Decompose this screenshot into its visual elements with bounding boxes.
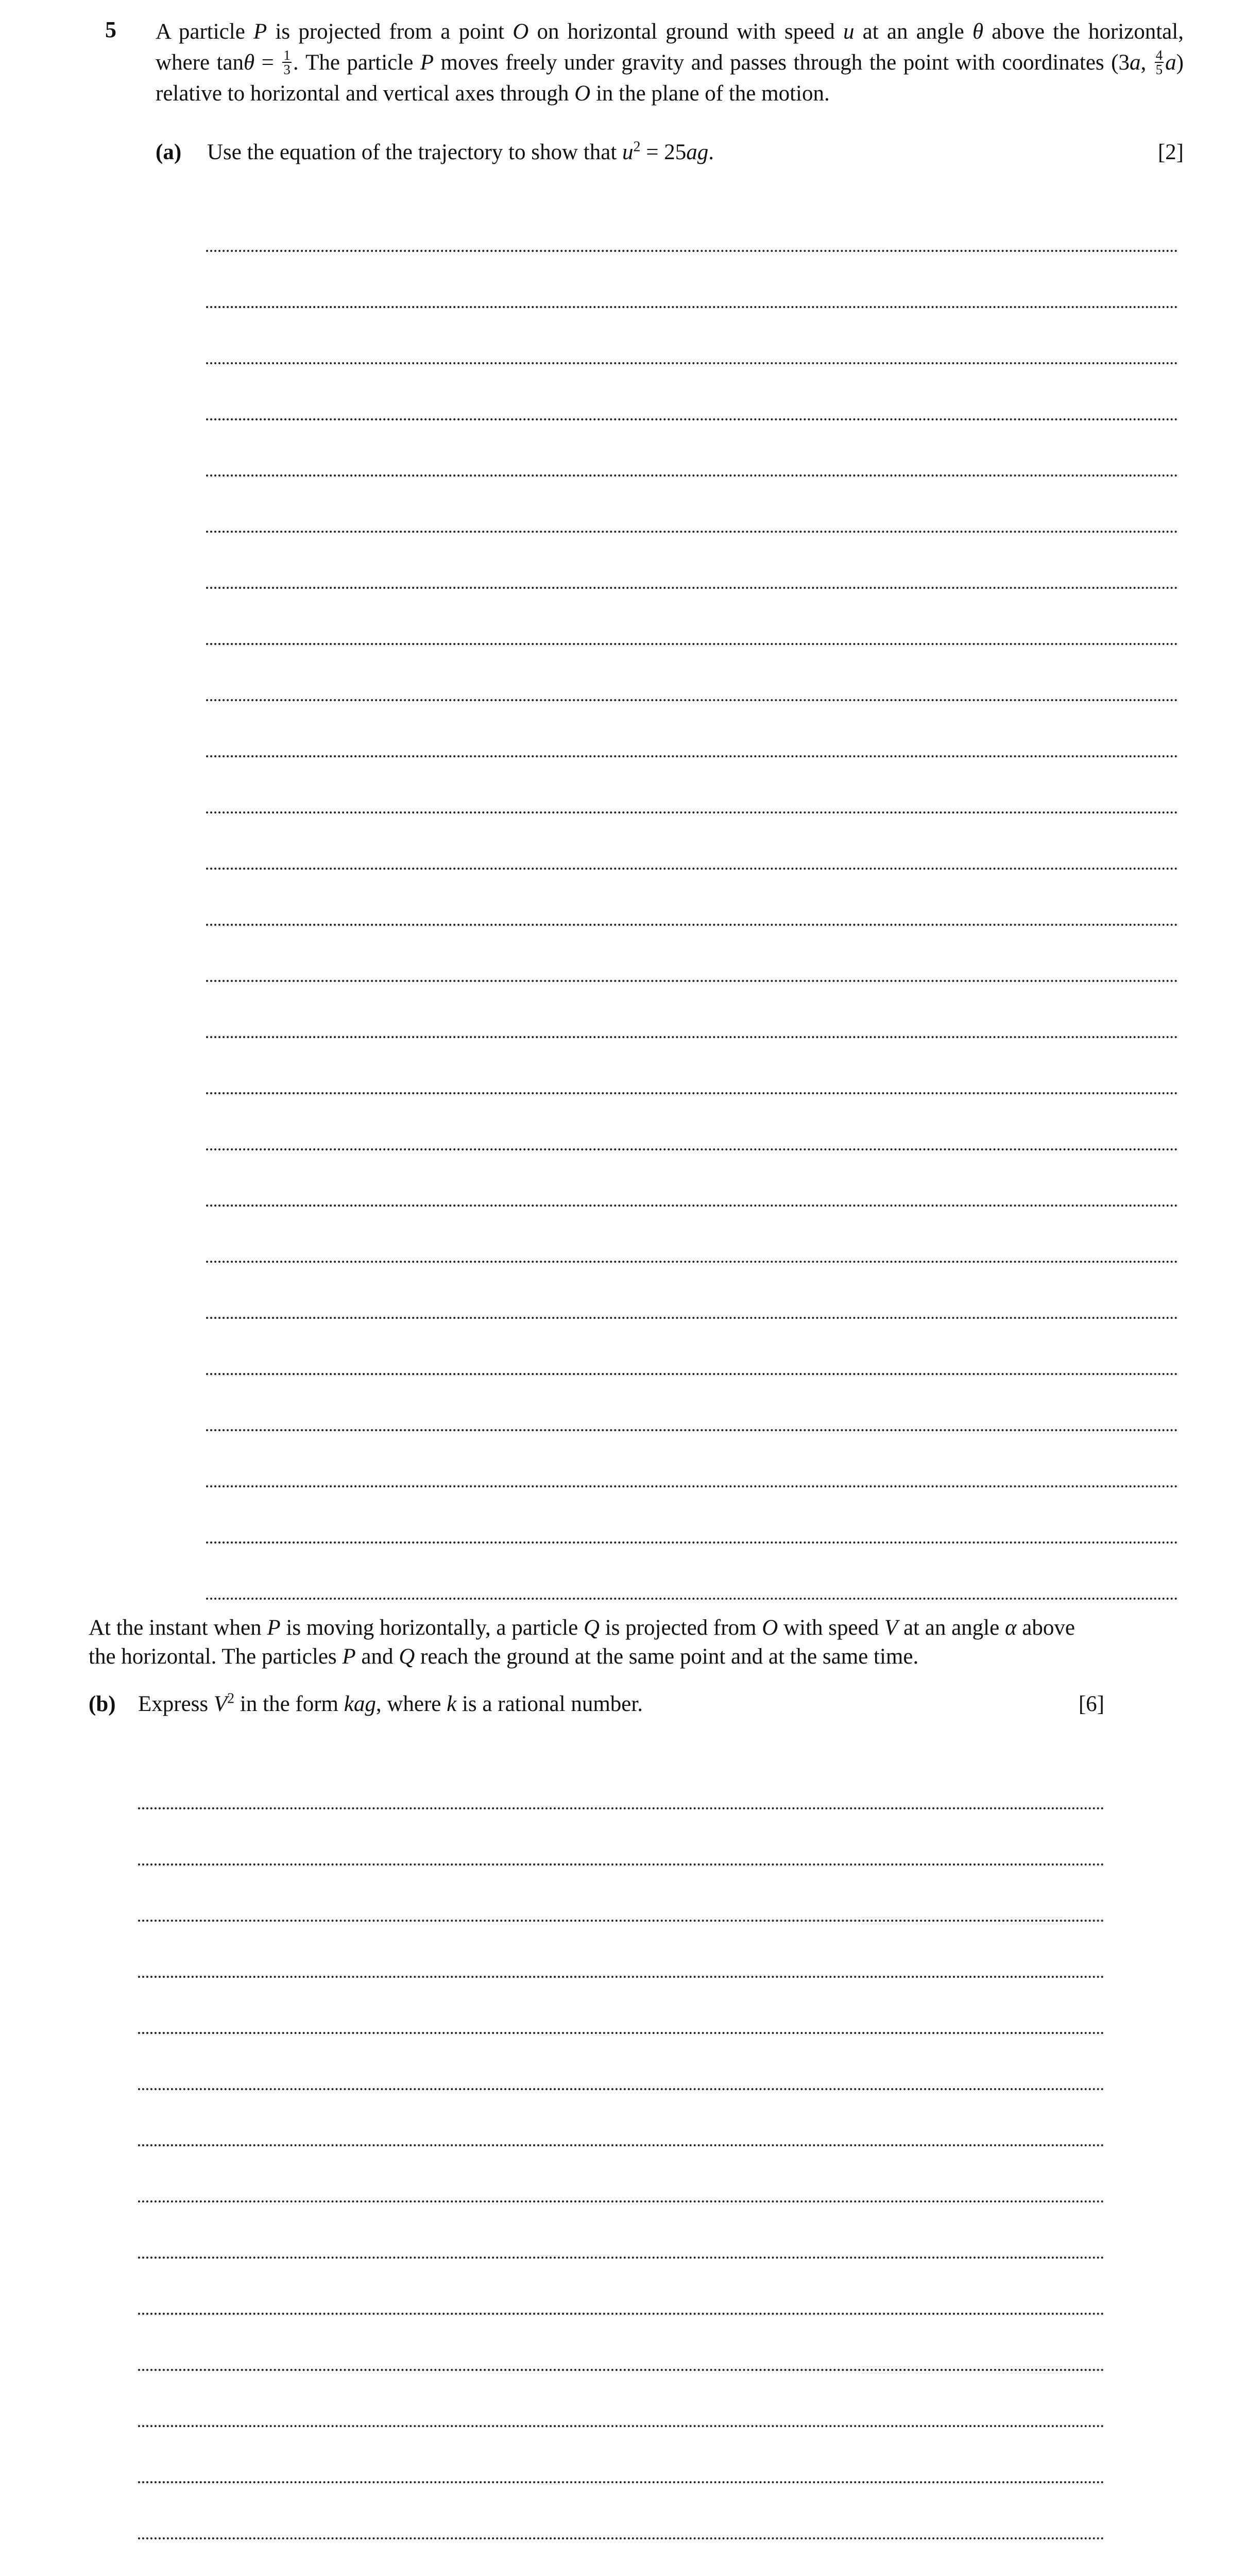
answer-line[interactable] — [206, 1150, 1178, 1207]
answer-line[interactable] — [206, 926, 1178, 982]
answer-line[interactable] — [206, 1375, 1178, 1431]
answer-line[interactable] — [138, 2539, 1104, 2576]
answer-line[interactable] — [206, 196, 1178, 252]
answer-line[interactable] — [138, 2259, 1104, 2315]
answer-line[interactable] — [206, 364, 1178, 420]
question-number: 5 — [105, 17, 116, 42]
mid-paragraph: At the instant when P is moving horizontally, a particle Q is projected from O with speed V at an angle α above the horizontal. The particles P and Q reach the ground at the same point and at the same time. — [89, 1616, 1075, 1669]
answer-line[interactable] — [206, 701, 1178, 757]
answer-line[interactable] — [206, 982, 1178, 1038]
answer-line[interactable] — [138, 2034, 1104, 2090]
answer-line[interactable] — [138, 2427, 1104, 2483]
part-a-label: (a) — [156, 140, 182, 164]
answer-line[interactable] — [206, 814, 1178, 870]
part-b-marks: [6] — [1078, 1692, 1104, 1716]
answer-line[interactable] — [206, 477, 1178, 533]
answer-line[interactable] — [206, 1094, 1178, 1150]
part-a-marks: [2] — [1157, 140, 1184, 164]
part-a-text: Use the equation of the trajectory to show that $u^2 = 25ag$. — [207, 139, 714, 164]
answer-line[interactable] — [138, 1922, 1104, 1978]
answer-line[interactable] — [206, 757, 1178, 814]
answer-line[interactable] — [206, 533, 1178, 589]
answer-line[interactable] — [206, 589, 1178, 645]
fraction-one-third: $\frac{1}{3}$ — [283, 47, 291, 78]
answer-line[interactable] — [206, 1038, 1178, 1094]
part-b-label: (b) — [89, 1692, 116, 1716]
answer-line[interactable] — [206, 645, 1178, 701]
answer-line[interactable] — [206, 1263, 1178, 1319]
answer-line[interactable] — [138, 2090, 1104, 2146]
question-intro: A particle P is projected from a point O on horizontal ground with speed u at an angle θ above the horizontal, where tanθ = $\frac{1}{3}$ . The particle P moves freely under gravity and passes through the point with coordinates (3a, $\frac{4}{5}$ a) relative to horizontal and vertical axes through O in the plane of the motion. — [156, 20, 1184, 106]
answer-line[interactable] — [138, 2483, 1104, 2539]
part-b-text: Express $V^2$ in the form kag, where k is a rational number. — [138, 1690, 643, 1716]
answer-line[interactable] — [206, 420, 1178, 477]
answer-line[interactable] — [138, 2315, 1104, 2371]
answer-line[interactable] — [206, 1431, 1178, 1487]
part-b-prompt — [89, 1689, 1104, 1720]
answer-line[interactable] — [138, 2146, 1104, 2202]
answer-line[interactable] — [206, 1319, 1178, 1375]
answer-line[interactable] — [138, 1753, 1104, 1809]
answer-line[interactable] — [138, 1978, 1104, 2034]
answer-line[interactable] — [206, 308, 1178, 364]
answer-line[interactable] — [206, 870, 1178, 926]
answer-line[interactable] — [206, 1487, 1178, 1544]
fraction-four-fifths: $\frac{4}{5}$ — [1155, 47, 1163, 78]
answer-lines-part-a[interactable] — [206, 196, 1178, 1600]
answer-line[interactable] — [138, 2371, 1104, 2427]
answer-lines-part-b[interactable] — [138, 1753, 1104, 2576]
answer-line[interactable] — [206, 1207, 1178, 1263]
answer-line[interactable] — [206, 252, 1178, 308]
answer-line[interactable] — [138, 2202, 1104, 2259]
answer-line[interactable] — [138, 1866, 1104, 1922]
answer-line[interactable] — [206, 1544, 1178, 1600]
answer-line[interactable] — [138, 1809, 1104, 1866]
part-a-prompt — [156, 137, 1184, 168]
